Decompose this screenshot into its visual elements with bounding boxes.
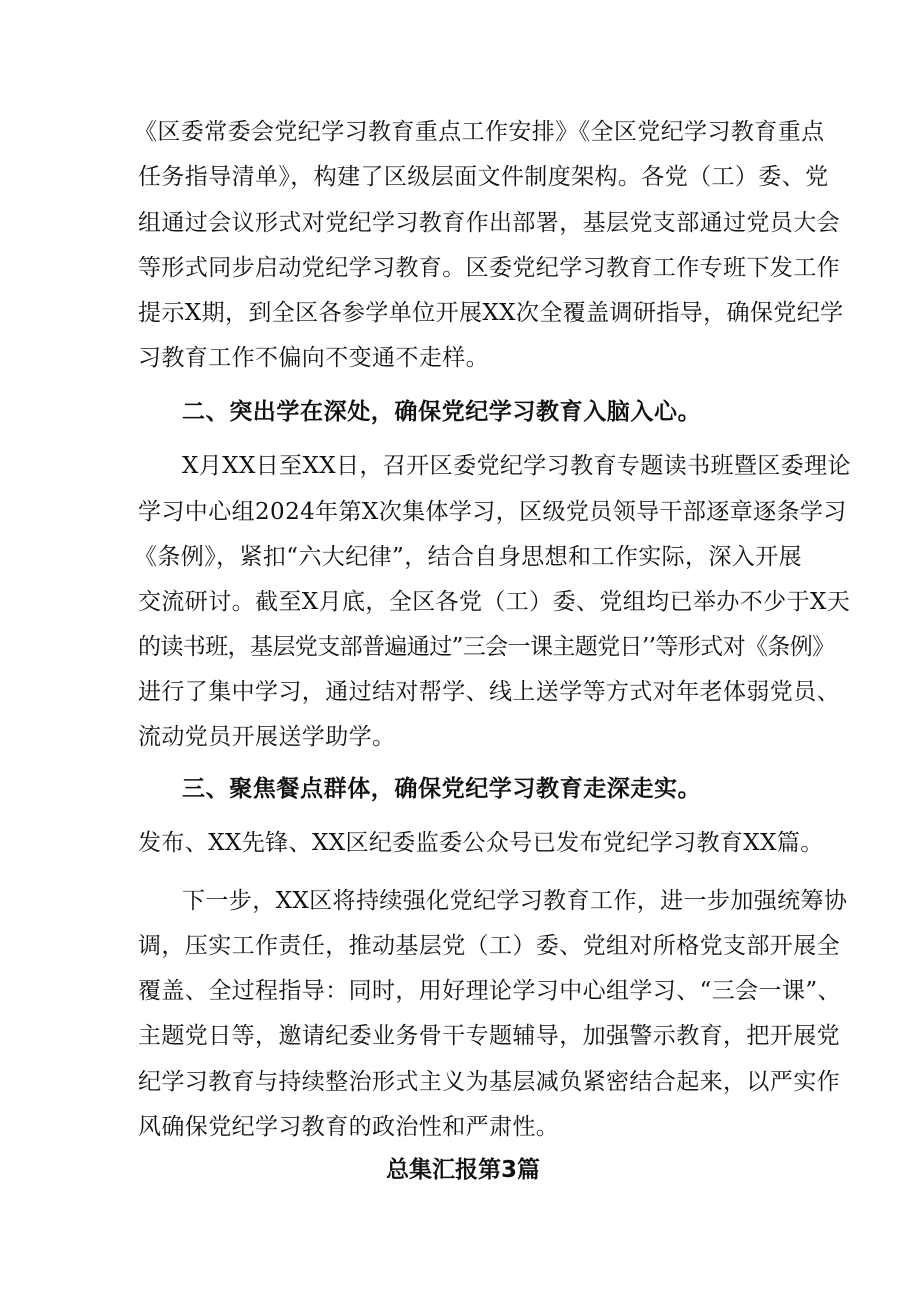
paragraph-2-line: 交流研讨。截至X月底，全区各党（工）委、党组均已举办不少于X天 (138, 589, 851, 615)
paragraph-1-line: 等形式同步启动党纪学习教育。区委党纪学习教育工作专班下发工作 (138, 255, 840, 281)
paragraph-4-line: 主题党日等，邀请纪委业务骨干专题辅导，加强警示教育，把开展党 (138, 1023, 840, 1049)
paragraph-4-line: 下一步，XX区将持续强化党纪学习教育工作，进一步加强统筹协 (182, 888, 848, 914)
paragraph-4-line: 调，压实工作责任，推动基层党（工）委、党组对所格党支部开展全 (138, 933, 840, 959)
paragraph-2-line: X月XX日至XX日，召开区委党纪学习教育专题读书班暨区委理论 (182, 453, 851, 479)
paragraph-1-line: 任务指导清单》，构建了区级层面文件制度架构。各党（工）委、党 (138, 164, 829, 190)
paragraph-2-line: 的读书班，基层党支部普遍通过”三会一课主题党日’’等形式对《条例》 (138, 634, 835, 660)
paragraph-1-line: 提示X期，到全区各参学单位开展XX次全覆盖调研指导，确保党纪学 (138, 300, 844, 326)
paragraph-1-line: 组通过会议形式对党纪学习教育作出部署，基层党支部通过党员大会 (138, 210, 840, 236)
paragraph-1-line: 习教育工作不偏向不变通不走样。 (138, 345, 489, 371)
paragraph-2-line: 进行了集中学习，通过结对帮学、线上送学等方式对年老体弱党员、 (138, 679, 840, 705)
section-heading-2: 二、突出学在深处，确保党纪学习教育入脑入心。 (182, 399, 702, 425)
section-heading-3: 三、聚焦餐点群体，确保党纪学习教育走深走实。 (182, 776, 702, 802)
paragraph-2-line: 流动党员开展送学助学。 (138, 724, 396, 750)
paragraph-4-line: 风确保党纪学习教育的政治性和严肃性。 (138, 1114, 560, 1140)
paragraph-4-line: 纪学习教育与持续整治形式主义为基层减负紧密结合起来，以严实作 (138, 1069, 840, 1095)
paragraph-4-line: 覆盖、全过程指导：同时，用好理论学习中心组学习、“三会一课”、 (138, 978, 841, 1004)
section-title: 总集汇报第3篇 (386, 1157, 541, 1183)
paragraph-1-line: 《区委常委会党纪学习教育重点工作安排》《全区党纪学习教育重点 (134, 119, 825, 145)
paragraph-3: 发布、XX先锋、XX区纪委监委公众号已发布党纪学习教育XX篇。 (138, 830, 824, 856)
paragraph-2-line: 学习中心组2024年第X次集体学习，区级党员领导干部逐章逐条学习 (138, 499, 847, 525)
paragraph-2-line: 《条例》，紧扣“六大纪律”，结合自身思想和工作实际，深入开展 (134, 544, 803, 570)
